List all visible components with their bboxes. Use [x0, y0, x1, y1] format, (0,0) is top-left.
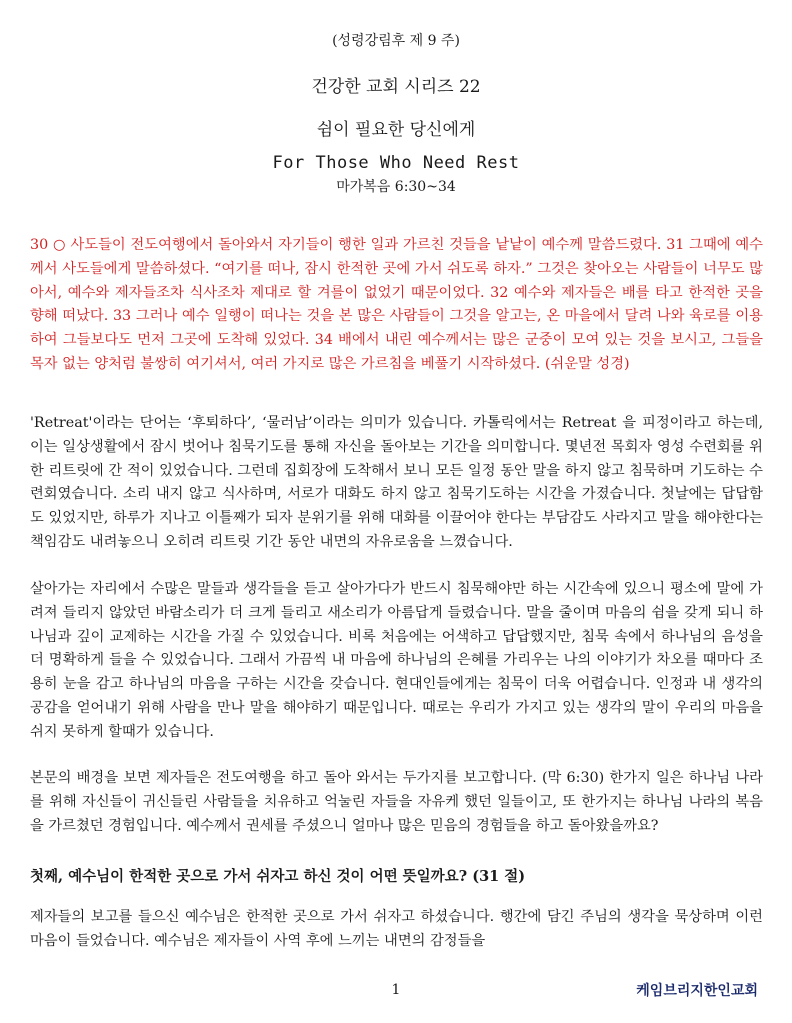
scripture-passage: 30 ○ 사도들이 전도여행에서 돌아와서 자기들이 행한 일과 가르친 것들을 낱낱이 예수께 말씀드렸다. 31 그때에 예수께서 사도들에게 말씀하셨다. “여기를 떠나, 잠시 한적한 곳에 가서 쉬도록 하자.” 그것은 찾아오는 사람들이 너무도 많아서, 예수와 제자들조차 식사조차 제대로 할 겨를이 없었기 때문이었다. 32 예수와 제자들은 배를 타고 한적한 곳을 향해 떠났다. 33 그러나 예수 일행이 떠나는 것을 본 많은 사람들이 그것을 알고는, 온 마을에서 달려 나와 육로를 이용하여 그들보다도 먼저 그곳에 도착해 있었다. 34 배에서 내린 예수께서는 많은 군중이 모여 있는 것을 보시고, 그들을 목자 없는 양처럼 불쌍히 여기셔서, 여러 가지로 많은 가르침을 베풀기 시작하셨다. (쉬운말 성경): [30, 237, 763, 372]
body-paragraph-4: 제자들의 보고를 들으신 예수님은 한적한 곳으로 가서 쉬자고 하셨습니다. 행간에 담긴 주님의 생각을 묵상하며 이런 마음이 들었습니다. 예수님은 제자들이 사역 후에 느끼는 내면의 감정들을: [30, 909, 763, 949]
week-label: (성령강림후 제 9 주): [332, 33, 460, 49]
scripture-reference: 마가복음 6:30~34: [336, 179, 456, 195]
series-title: 건강한 교회 시리즈 22: [311, 77, 481, 97]
sermon-title-english: For Those Who Need Rest: [272, 153, 520, 173]
body-paragraph-1: 'Retreat'이라는 단어는 ‘후퇴하다’, ‘물러남’이라는 의미가 있습니다. 카톨릭에서는 Retreat 을 피정이라고 하는데, 이는 일상생활에서 잠시 벗어나 침묵기도를 통해 자신을 돌아보는 기간을 의미합니다. 몇년전 목회자 영성 수련회를 위한 리트릿에 간 적이 있었습니다. 그런데 집회장에 도착해서 보니 모든 일정 동안 말을 하지 않고 침묵하며 기도하는 수련회였습니다. 소리 내지 않고 식사하며, 서로가 대화도 하지 않고 침묵기도하는 시간을 가졌습니다. 첫날에는 답답함도 있었지만, 하루가 지나고 이틀째가 되자 분위기를 위해 대화를 이끌어야 한다는 부담감도 사라지고 말을 해야한다는 책임감도 내려놓으니 오히려 리트릿 기간 동안 내면의 자유로움을 느꼈습니다.: [30, 415, 763, 550]
church-name: 케임브리지한인교회: [636, 983, 758, 999]
body-paragraph-2: 살아가는 자리에서 수많은 말들과 생각들을 듣고 살아가다가 반드시 침묵해야만 하는 시간속에 있으니 평소에 말에 가려져 들리지 않았던 바람소리가 더 크게 들리고 새소리가 아름답게 들렸습니다. 말을 줄이며 마음의 쉼을 갖게 되니 하나님과 깊이 교제하는 시간을 가질 수 있었습니다. 비록 처음에는 어색하고 답답했지만, 침묵 속에서 하나님의 음성을 더 명확하게 들을 수 있었습니다. 그래서 가끔씩 내 마음에 하나님의 은혜를 가리우는 나의 이야기가 차오를 때마다 조용히 눈을 감고 하나님의 마음을 구하는 시간을 갖습니다. 현대인들에게는 침묵이 더욱 어렵습니다. 인정과 내 생각의 공감을 얻어내기 위해 사람을 만나 말을 해야하기 때문입니다. 때로는 우리가 가지고 있는 생각의 말이 우리의 마음을 쉬지 못하게 할때가 있습니다.: [30, 581, 763, 740]
body-paragraph-3: 본문의 배경을 보면 제자들은 전도여행을 하고 돌아 와서는 두가지를 보고합니다. (막 6:30) 한가지 일은 하나님 나라를 위해 자신들이 귀신들린 사람들을 치유하고 억눌린 자들을 자유케 했던 일들이고, 또 한가지는 하나님 나라의 복음을 가르쳤던 경험입니다. 예수께서 권세를 주셨으니 얼마나 많은 믿음의 경험들을 하고 돌아왔을까요?: [30, 770, 763, 834]
page-number: 1: [391, 982, 401, 998]
section-heading: 첫째, 예수님이 한적한 곳으로 가서 쉬자고 하신 것이 어떤 뜻일까요? (31 절): [30, 868, 526, 885]
sermon-title-korean: 쉼이 필요한 당신에게: [316, 120, 476, 140]
